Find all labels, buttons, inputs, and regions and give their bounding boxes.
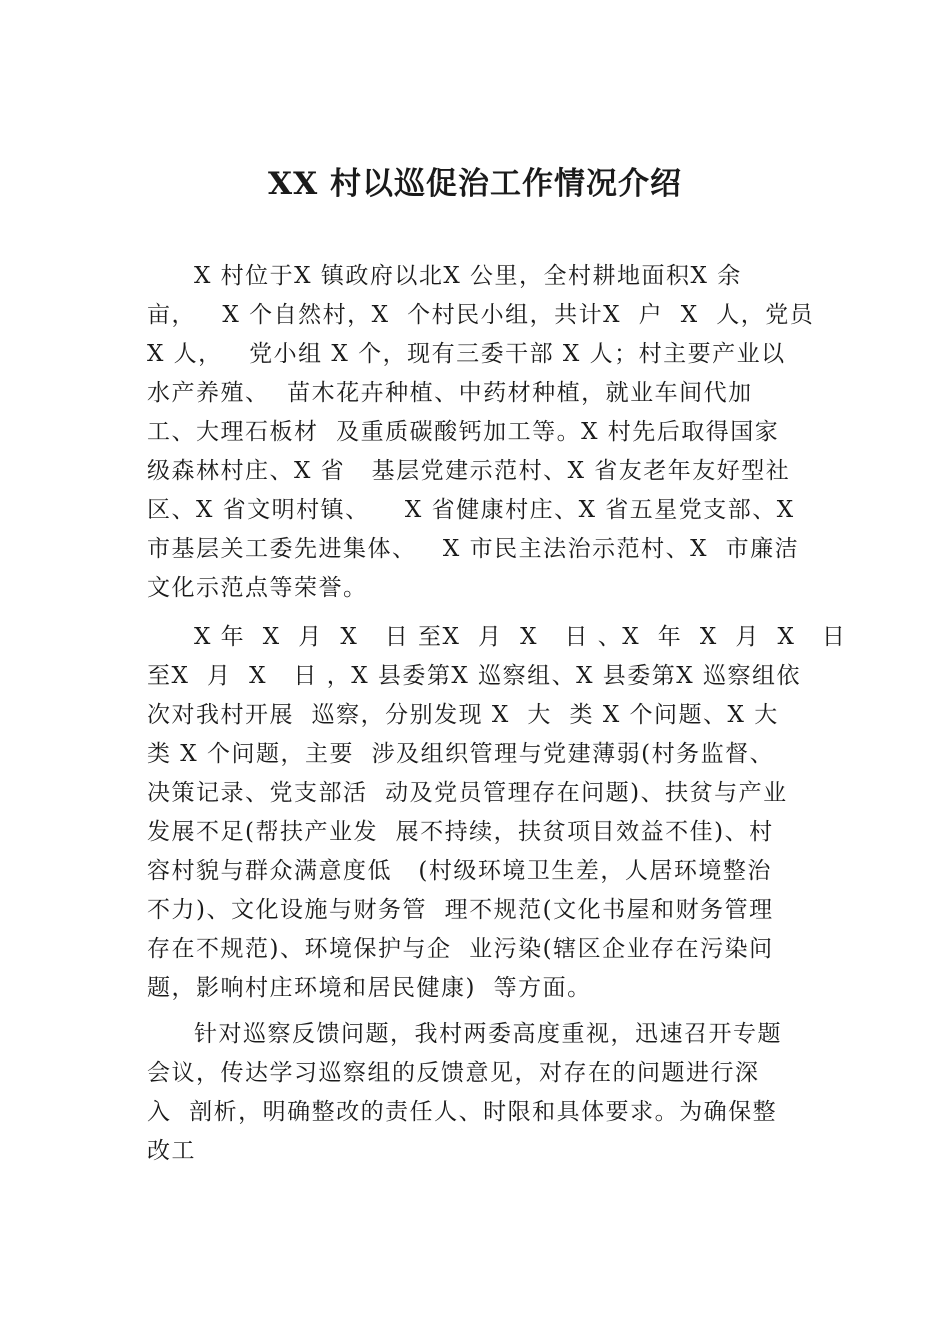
paragraph-line: 级森林村庄、X 省 基层党建示范村、X 省友老年友好型社 <box>147 458 791 484</box>
paragraph-line: 不力)、文化设施与财务管 理不规范(文化书屋和财务管理 <box>147 897 774 923</box>
paragraph-line: 入 剖析，明确整改的责任人、时限和具体要求。为确保整 <box>147 1099 778 1125</box>
paragraph-line: 市基层关工委先进集体、 X 市民主法治示范村、X 市廉洁 <box>147 536 800 562</box>
paragraph-line: 容村貌与群众满意度低 (村级环境卫生差，人居环境整治 <box>147 858 772 884</box>
paragraph-line: 改工 <box>147 1138 196 1164</box>
paragraph-line: 存在不规范)、环境保护与企 业污染(辖区企业存在污染问 <box>147 936 774 962</box>
paragraph-line: X 人， 党小组 X 个，现有三委干部 X 人；村主要产业以 <box>147 341 786 367</box>
paragraph-village-overview <box>147 257 817 608</box>
paragraph-line: 会议，传达学习巡察组的反馈意见，对存在的问题进行深 <box>147 1060 760 1086</box>
paragraph-line: 工、大理石板材 及重质碳酸钙加工等。X 村先后取得国家 <box>147 419 780 445</box>
paragraph-line: 水产养殖、 苗木花卉种植、中药材种植，就业车间代加 <box>147 380 753 406</box>
paragraph-line: 发展不足(帮扶产业发 展不持续，扶贫项目效益不佳)、村 <box>147 819 774 845</box>
paragraph-line: 针对巡察反馈问题，我村两委高度重视，迅速召开专题 <box>194 1021 782 1047</box>
paragraph-line: 亩， X 个自然村，X 个村民小组，共计X 户 X 人，党员 <box>147 302 815 328</box>
paragraph-line: 题，影响村庄环境和居民健康) 等方面。 <box>147 975 592 1001</box>
paragraph-line: 决策记录、党支部活 动及党员管理存在问题)、扶贫与产业 <box>147 780 788 806</box>
paragraph-line: 次对我村开展 巡察，分别发现 X 大 类 X 个问题、X 大 <box>147 702 779 728</box>
paragraph-line: 类 X 个问题，主要 涉及组织管理与党建薄弱(村务监督、 <box>147 741 775 767</box>
paragraph-line: X 村位于X 镇政府以北X 公里，全村耕地面积X 余 <box>194 263 742 289</box>
paragraph-rectification <box>147 1015 817 1171</box>
document-title: XX 村以巡促治工作情况介绍 <box>268 166 682 202</box>
paragraph-line: 区、X 省文明村镇、 X 省健康村庄、X 省五星党支部、X <box>147 497 795 523</box>
paragraph-inspection-findings <box>147 618 847 1008</box>
paragraph-line: 文化示范点等荣誉。 <box>147 575 368 601</box>
paragraph-line: X 年 X 月 X 日 至X 月 X 日 、X 年 X 月 X 日 <box>194 624 847 650</box>
paragraph-line: 至X 月 X 日 ，X 县委第X 巡察组、X 县委第X 巡察组依 <box>147 663 801 689</box>
